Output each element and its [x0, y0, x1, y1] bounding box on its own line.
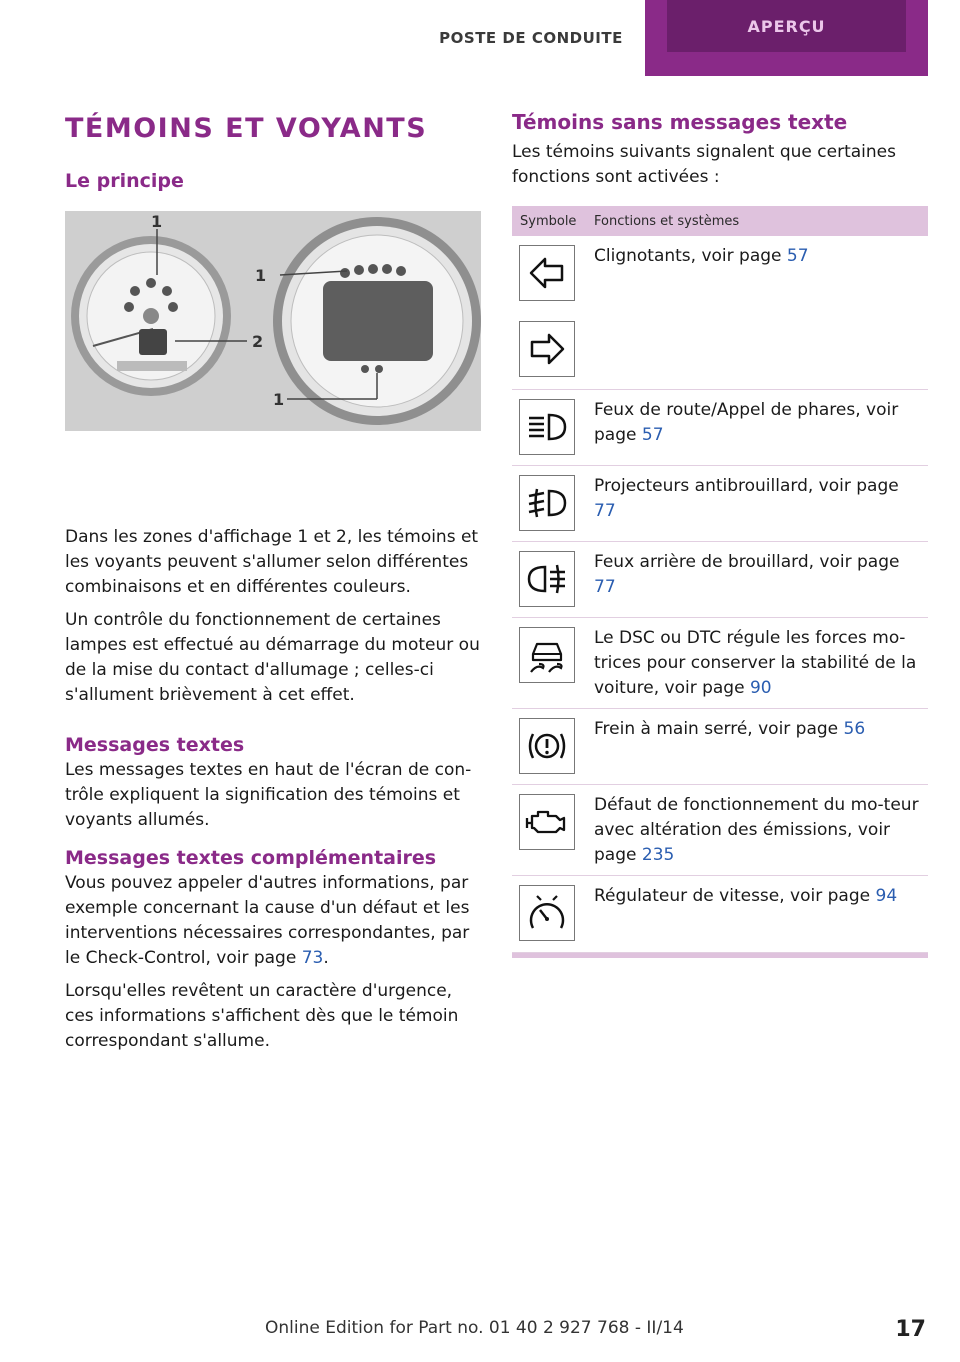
function-text: Frein à main serré, voir page	[594, 719, 844, 739]
function-cell	[586, 618, 928, 709]
right-column	[512, 110, 928, 958]
function-cell	[586, 542, 928, 618]
page-link[interactable]: 77	[594, 501, 616, 521]
chapter-tab-label: APERÇU	[667, 0, 906, 52]
page-link[interactable]: 94	[875, 886, 898, 906]
front-fog-light-icon	[519, 475, 575, 531]
intro-text: Les témoins suivants signalent que certaines fonctions sont activées :	[512, 142, 896, 187]
cruise-control-icon	[519, 885, 575, 941]
parking-brake-icon	[519, 718, 575, 774]
engine-check-icon	[519, 794, 575, 850]
paragraph-complementaires-end: .	[323, 948, 329, 968]
figure-label-2: 2	[252, 332, 264, 351]
figure-label-1-top: 1	[151, 212, 163, 231]
symbol-cell	[512, 618, 586, 709]
table-row	[512, 236, 928, 390]
table-header-row	[512, 206, 928, 236]
function-text: Clignotants, voir page	[594, 246, 787, 266]
function-cell	[586, 390, 928, 466]
heading-messages-complementaires: Messages textes complémentaires	[65, 847, 437, 869]
paragraph-zones: Dans les zones d'affichage 1 et 2, les témoins et les voyants peuvent s'allumer selon différentes combinaisons et en différentes couleurs.	[65, 527, 479, 597]
table-row	[512, 785, 928, 876]
footer-edition: Online Edition for Part no. 01 40 2 927 768 - II/14	[265, 1318, 684, 1338]
symbols-table	[512, 206, 928, 953]
instrument-cluster-illustration	[65, 211, 481, 431]
table-row	[512, 709, 928, 785]
rear-fog-light-icon	[519, 551, 575, 607]
function-cell	[586, 785, 928, 876]
table-row	[512, 390, 928, 466]
function-text: Défaut de fonctionnement du mo‐teur avec altération des émissions, voir page	[594, 795, 919, 865]
page-link[interactable]: 56	[843, 719, 866, 739]
paragraph-messages: Les messages textes en haut de l'écran de con‐trôle expliquent la signification des témoins et voyants allumés.	[65, 760, 472, 830]
page-link[interactable]: 235	[641, 845, 675, 865]
symbol-cell	[512, 466, 586, 542]
symbol-cell	[512, 876, 586, 953]
symbol-cell	[512, 542, 586, 618]
function-text: Feux arrière de brouillard, voir page	[594, 552, 900, 572]
figure-label-1-right: 1	[255, 266, 267, 285]
function-text: Projecteurs antibrouillard, voir page	[594, 476, 899, 496]
page-number: 17	[895, 1317, 926, 1342]
turn-right-arrow-icon	[519, 321, 575, 377]
function-text: Feux de route/Appel de phares, voir page	[594, 400, 899, 445]
symbol-cell	[512, 709, 586, 785]
chapter-tab[interactable]	[645, 0, 928, 76]
heading-messages: Messages textes	[65, 734, 245, 756]
table-row	[512, 542, 928, 618]
paragraph-controle: Un contrôle du fonctionnement de certaines lampes est effectué au démarrage du moteur ou de la mise du contact d'allumage ; celles-ci s'allument brièvement à cet effet.	[65, 610, 480, 705]
paragraph-complementaires-text: Vous pouvez appeler d'autres informations, par exemple concernant la cause d'un défaut et les interventions nécessaires correspondantes, par le Check-Control, voir page	[65, 873, 470, 968]
table-row	[512, 876, 928, 953]
function-text: Régulateur de vitesse, voir page	[594, 886, 876, 906]
left-column	[65, 110, 483, 1054]
table-end-bar	[512, 953, 928, 958]
function-cell	[586, 236, 928, 390]
high-beam-icon	[519, 399, 575, 455]
section-title: Témoins sans messages texte	[512, 110, 848, 134]
page-link[interactable]: 57	[786, 246, 809, 266]
table-row	[512, 618, 928, 709]
page-link[interactable]: 77	[594, 577, 616, 597]
symbol-cell	[512, 236, 586, 390]
page-title: TÉMOINS ET VOYANTS	[65, 113, 428, 144]
function-cell	[586, 876, 928, 953]
paragraph-complementaires	[65, 871, 483, 971]
column-header-functions: Fonctions et systèmes	[586, 206, 928, 236]
column-header-symbol: Symbole	[512, 206, 586, 236]
figure-label-1-bottom: 1	[273, 390, 285, 409]
symbol-cell	[512, 785, 586, 876]
page-link[interactable]: 90	[749, 678, 772, 698]
table-row	[512, 466, 928, 542]
heading-principe: Le principe	[65, 170, 184, 192]
dsc-skid-icon	[519, 627, 575, 683]
function-cell	[586, 466, 928, 542]
symbol-cell	[512, 390, 586, 466]
function-text: Le DSC ou DTC régule les forces mo‐trices pour conserver la stabilité de la voiture, voir page	[594, 628, 917, 698]
instrument-cluster-figure	[65, 211, 481, 431]
turn-left-arrow-icon	[519, 245, 575, 301]
page-link[interactable]: 57	[641, 425, 664, 445]
page-link[interactable]: 73	[301, 948, 324, 968]
function-cell	[586, 709, 928, 785]
section-header: POSTE DE CONDUITE	[439, 29, 623, 47]
paragraph-urgence: Lorsqu'elles revêtent un caractère d'urgence, ces informations s'affichent dès que le témoin correspondant s'allume.	[65, 981, 459, 1051]
